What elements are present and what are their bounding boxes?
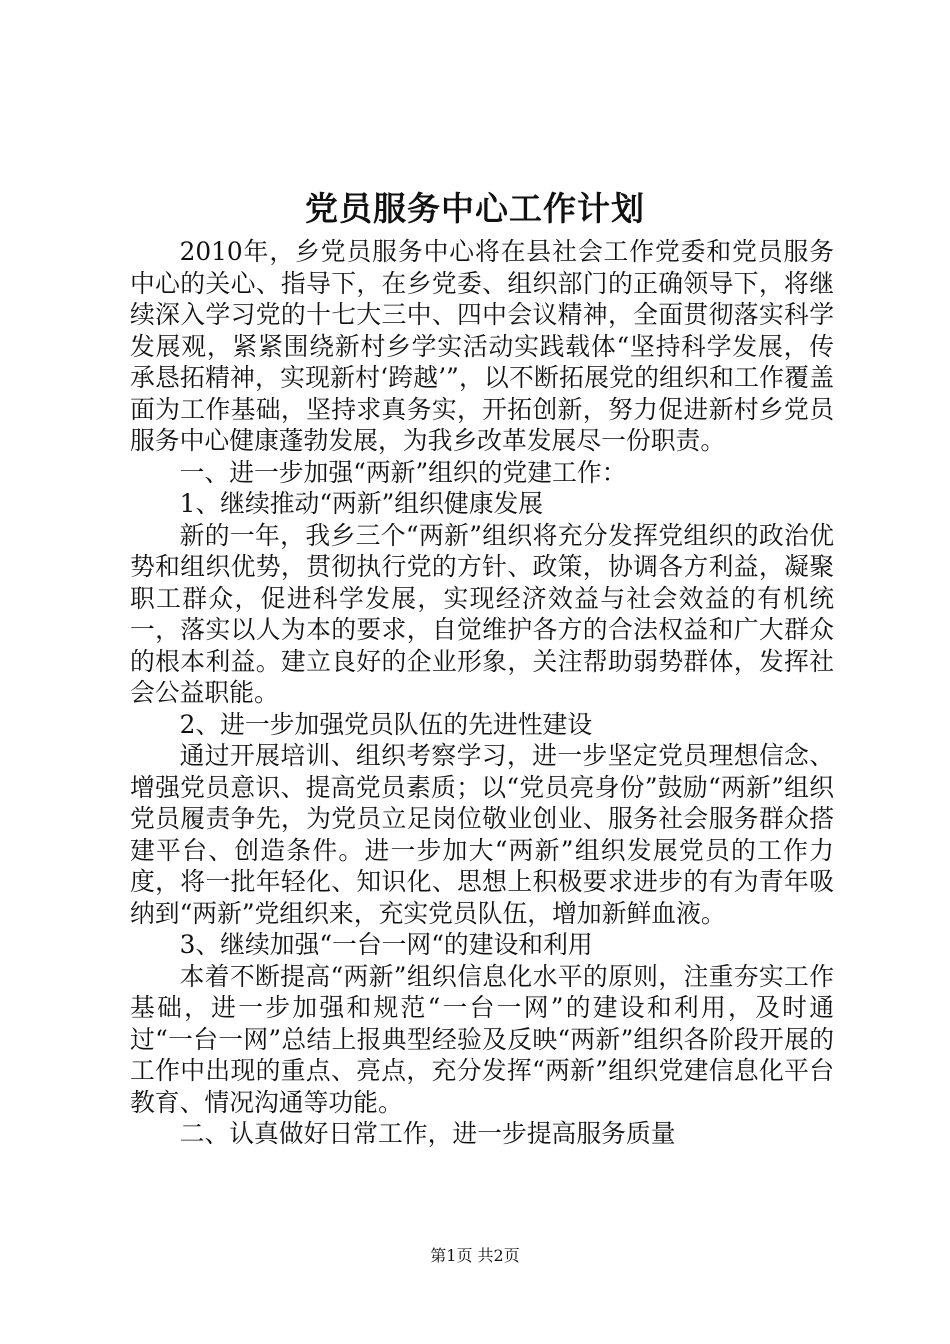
subsection-heading-2: 2、进一步加强党员队伍的先进性建设 bbox=[179, 709, 593, 739]
paragraph-subsection-2: 通过开展培训、组织考察学习，进一步坚定党员理想信念、增强党员意识、提高党员素质；以“党员亮身份”鼓励“两新”组织党员履责争先，为党员立足岗位敬业创业、服务社会服务群众搭建平台、创造条件。进一步加大“两新”组织发展党员的工作力度，将一批年轻化、知识化、思想上积极要求进步的有为青年吸纳到“两新”党组织来，充实党员队伍，增加新鲜血液。 bbox=[130, 741, 834, 928]
subsection-heading-1: 1、继续推动“两新”组织健康发展 bbox=[179, 489, 544, 518]
page-footer: 第1页 共2页 bbox=[430, 1246, 520, 1265]
subsection-heading-3: 3、继续加强“一台一网“的建设和利用 bbox=[179, 930, 593, 959]
paragraph-subsection-3: 本着不断提高“两新”组织信息化水平的原则，注重夯实工作基础，进一步加强和规范“一台一网”的建设和利用，及时通过“一台一网”总结上报典型经验及反映“两新”组织各阶段开展的工作中出现的重点、亮点，充分发挥“两新”组织党建信息化平台教育、情况沟通等功能。 bbox=[130, 961, 834, 1117]
document-title: 党员服务中心工作计划 bbox=[305, 189, 645, 228]
paragraph-intro: 2010年，乡党员服务中心将在县社会工作党委和党员服务中心的关心、指导下，在乡党委、组织部门的正确领导下，将继续深入学习党的十七大三中、四中会议精神，全面贯彻落实科学发展观，紧紧围绕新村乡学实活动实践载体“坚持科学发展，传承恳拓精神，实现新村‘跨越’”，以不断拓展党的组织和工作覆盖面为工作基础，坚持求真务实，开拓创新，努力促进新村乡党员服务中心健康蓬勃发展，为我乡改革发展尽一份职责。 bbox=[130, 237, 834, 455]
section-heading-1: 一、进一步加强“两新”组织的党建工作： bbox=[179, 457, 627, 487]
paragraph-subsection-1: 新的一年，我乡三个“两新”组织将充分发挥党组织的政治优势和组织优势，贯彻执行党的方针、政策，协调各方利益，凝聚职工群众，促进科学发展，实现经济效益与社会效益的有机统一，落实以人为本的要求，自觉维护各方的合法权益和广大群众的根本利益。建立良好的企业形象，关注帮助弱势群体，发挥社会公益职能。 bbox=[130, 520, 834, 707]
document-body bbox=[130, 236, 834, 1150]
section-heading-2: 二、认真做好日常工作，进一步提高服务质量 bbox=[179, 1119, 676, 1148]
